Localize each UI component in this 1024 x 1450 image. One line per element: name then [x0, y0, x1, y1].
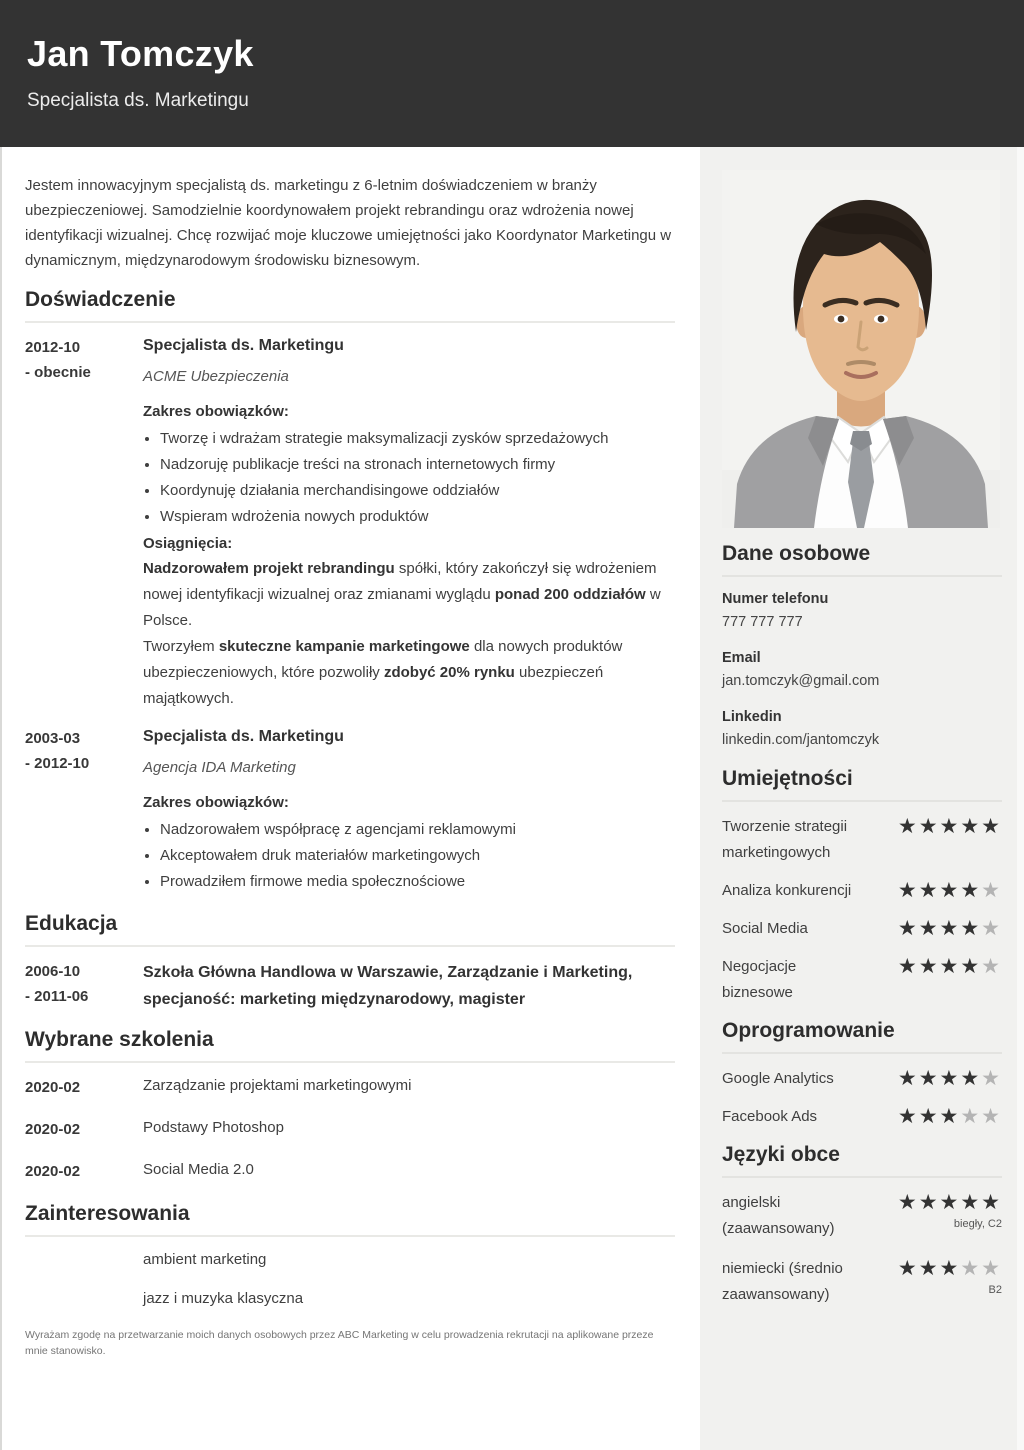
skill-row — [722, 916, 1002, 942]
star-filled-icon: ★ — [918, 1067, 940, 1090]
star-filled-icon: ★ — [897, 955, 919, 978]
education-dates — [25, 959, 143, 1013]
star-empty-icon: ★ — [960, 1105, 982, 1128]
education-entry — [25, 959, 675, 1013]
software-row — [722, 1066, 1002, 1092]
star-filled-icon: ★ — [918, 815, 940, 838]
contact-label: Linkedin — [722, 709, 782, 725]
date-from: 2006-10 — [25, 963, 81, 980]
star-rating — [898, 1066, 1002, 1092]
skill-label: Social Media — [722, 920, 808, 937]
star-filled-icon: ★ — [918, 1105, 940, 1128]
section-heading-experience: Doświadczenie — [25, 288, 176, 311]
training-date: 2020-02 — [25, 1163, 81, 1180]
section-divider — [722, 1176, 1002, 1178]
training-title: Social Media 2.0 — [143, 1161, 254, 1178]
consent-footer: Wyrażam zgodę na przetwarzanie moich danych osobowych przez ABC Marketing w celu prowadzenia rekrutacji na aplikowane przeze mnie stanowisko. — [25, 1329, 654, 1357]
duty-item: • Nadzoruję publikacje treści na stronach internetowych firmy — [160, 452, 675, 478]
duties-list — [143, 817, 675, 895]
section-heading-software: Oprogramowanie — [722, 1019, 895, 1042]
email-value: jan.tomczyk@gmail.com — [722, 673, 880, 689]
company-name: Agencja IDA Marketing — [143, 759, 296, 776]
language-level: biegły, C2 — [953, 1218, 1002, 1230]
training-title: Podstawy Photoshop — [143, 1119, 284, 1136]
software-label: Google Analytics — [722, 1070, 834, 1087]
section-divider — [722, 1052, 1002, 1054]
software-row — [722, 1104, 1002, 1130]
achievements — [143, 556, 675, 712]
section-interests — [25, 1201, 675, 1309]
star-empty-icon: ★ — [981, 1257, 1002, 1280]
training-title: Zarządzanie projektami marketingowymi — [143, 1077, 412, 1094]
achievement-paragraph: Tworzyłem skuteczne kampanie marketingowe dla nowych produktów ubezpieczeniowych, które pozwoliły zdobyć 20% rynku ubezpieczeń majątkowych. — [143, 638, 623, 707]
star-filled-icon: ★ — [918, 917, 940, 940]
section-education — [25, 911, 675, 1013]
experience-dates — [25, 726, 143, 897]
duty-item: • Akceptowałem druk materiałów marketingowych — [160, 843, 675, 869]
job-title: Specjalista ds. Marketingu — [143, 337, 344, 354]
section-divider — [722, 575, 1002, 577]
star-rating — [898, 814, 1002, 840]
star-filled-icon: ★ — [981, 815, 1002, 838]
person-name: Jan Tomczyk — [27, 33, 254, 74]
duty-item: • Tworzę i wdrażam strategie maksymalizacji zysków sprzedażowych — [160, 426, 675, 452]
training-entry — [25, 1159, 675, 1184]
section-divider — [25, 1235, 675, 1237]
duties-label: Zakres obowiązków: — [143, 794, 289, 811]
skill-row — [722, 814, 1002, 866]
star-filled-icon: ★ — [960, 955, 982, 978]
experience-details — [143, 726, 675, 897]
skill-row — [722, 878, 1002, 904]
star-filled-icon: ★ — [939, 879, 961, 902]
star-filled-icon: ★ — [960, 1067, 982, 1090]
star-filled-icon: ★ — [939, 1105, 961, 1128]
star-rating — [898, 1190, 1002, 1216]
achievements-label: Osiągnięcia: — [143, 535, 233, 552]
skill-label: Tworzenie strategii marketingowych — [722, 818, 848, 861]
section-heading-education: Edukacja — [25, 912, 118, 935]
main-column — [2, 147, 700, 1450]
date-to: - 2012-10 — [25, 755, 90, 772]
date-from: 2012-10 — [25, 339, 81, 356]
phone-value: 777 777 777 — [722, 614, 803, 630]
star-empty-icon: ★ — [981, 955, 1002, 978]
date-from: 2003-03 — [25, 730, 81, 747]
star-filled-icon: ★ — [939, 1191, 961, 1214]
star-filled-icon: ★ — [897, 1067, 919, 1090]
section-heading-languages: Języki obce — [722, 1143, 840, 1166]
star-empty-icon: ★ — [981, 917, 1002, 940]
star-filled-icon: ★ — [939, 1257, 961, 1280]
section-experience — [25, 287, 675, 897]
linkedin-value: linkedin.com/jantomczyk — [722, 732, 880, 748]
profile-photo — [722, 170, 1000, 528]
star-rating — [898, 1256, 1002, 1282]
star-filled-icon: ★ — [897, 879, 919, 902]
section-skills — [722, 766, 1002, 1006]
star-empty-icon: ★ — [981, 1105, 1002, 1128]
training-entry — [25, 1117, 675, 1142]
section-divider — [25, 945, 675, 947]
achievement-paragraph: Nadzorowałem projekt rebrandingu spółki, który zakończył się wdrożeniem nowej identyfikacji wizualnej oraz zmianami wyglądu ponad 200 oddziałów w Polsce. — [143, 560, 661, 629]
date-to: - 2011-06 — [25, 988, 89, 1005]
star-filled-icon: ★ — [960, 815, 982, 838]
section-heading-trainings: Wybrane szkolenia — [25, 1028, 214, 1051]
duty-item: • Nadzorowałem współpracę z agencjami reklamowymi — [160, 817, 675, 843]
star-filled-icon: ★ — [918, 1191, 940, 1214]
date-to: - obecnie — [25, 364, 91, 381]
skill-label: Analiza konkurencji — [722, 882, 852, 899]
training-date: 2020-02 — [25, 1121, 81, 1138]
contact-field-phone — [722, 589, 1002, 632]
star-filled-icon: ★ — [918, 1257, 940, 1280]
section-heading-interests: Zainteresowania — [25, 1202, 190, 1225]
section-divider — [722, 800, 1002, 802]
experience-entry — [25, 335, 675, 712]
experience-details — [143, 335, 675, 712]
interest-item: jazz i muzyka klasyczna — [143, 1290, 304, 1307]
star-filled-icon: ★ — [960, 917, 982, 940]
duty-item: • Prowadziłem firmowe media społecznościowe — [160, 869, 675, 895]
content-columns — [0, 147, 1024, 1450]
star-rating — [898, 878, 1002, 904]
experience-entry — [25, 726, 675, 897]
section-divider — [25, 321, 675, 323]
skill-row — [722, 954, 1002, 1006]
section-heading-skills: Umiejętności — [722, 767, 853, 790]
profile-summary: Jestem innowacyjnym specjalistą ds. marketingu z 6-letnim doświadczeniem w branży ubezpieczeniowej. Samodzielnie koordynowałem projekt rebrandingu oraz wdrożenia nowej identyfikacji wizualnej. Chcę rozwijać moje kluczowe umiejętności jako Koordynator Marketingu w dynamicznym, międzynarodowym środowisku biznesowym. — [25, 177, 672, 269]
training-date: 2020-02 — [25, 1079, 81, 1096]
experience-dates — [25, 335, 143, 712]
star-filled-icon: ★ — [918, 955, 940, 978]
star-filled-icon: ★ — [918, 879, 940, 902]
language-label: angielski (zaawansowany) — [722, 1194, 835, 1237]
star-filled-icon: ★ — [897, 1257, 919, 1280]
language-label: niemiecki (średnio zaawansowany) — [722, 1260, 843, 1303]
duty-item: • Wspieram wdrożenia nowych produktów — [160, 504, 675, 530]
section-divider — [25, 1061, 675, 1063]
section-software — [722, 1018, 1002, 1130]
header-bar — [0, 0, 1024, 147]
sidebar — [700, 147, 1024, 1450]
contact-field-linkedin — [722, 707, 1002, 750]
star-filled-icon: ★ — [939, 917, 961, 940]
star-filled-icon: ★ — [897, 917, 919, 940]
section-trainings — [25, 1027, 675, 1184]
star-filled-icon: ★ — [939, 1067, 961, 1090]
job-title: Specjalista ds. Marketingu — [143, 728, 344, 745]
star-filled-icon: ★ — [960, 879, 982, 902]
star-empty-icon: ★ — [960, 1257, 982, 1280]
star-rating — [898, 954, 1002, 980]
star-rating — [898, 916, 1002, 942]
language-row — [722, 1256, 1002, 1308]
software-label: Facebook Ads — [722, 1108, 818, 1125]
duty-item: • Koordynuję działania merchandisingowe oddziałów — [160, 478, 675, 504]
portrait-illustration — [722, 170, 1000, 528]
star-filled-icon: ★ — [939, 955, 961, 978]
interest-item: ambient marketing — [143, 1251, 267, 1268]
star-filled-icon: ★ — [897, 815, 919, 838]
star-filled-icon: ★ — [897, 1105, 919, 1128]
language-row — [722, 1190, 1002, 1242]
training-entry — [25, 1075, 675, 1100]
section-personal-data — [722, 541, 1002, 750]
contact-field-email — [722, 648, 1002, 691]
star-empty-icon: ★ — [981, 879, 1002, 902]
contact-label: Numer telefonu — [722, 591, 829, 607]
star-filled-icon: ★ — [897, 1191, 919, 1214]
star-filled-icon: ★ — [960, 1191, 982, 1214]
star-filled-icon: ★ — [939, 815, 961, 838]
duties-list — [143, 426, 675, 530]
person-job-title: Specjalista ds. Marketingu — [27, 90, 249, 111]
section-languages — [722, 1142, 1002, 1308]
company-name: ACME Ubezpieczenia — [143, 368, 289, 385]
section-heading-personal: Dane osobowe — [722, 542, 871, 565]
contact-label: Email — [722, 650, 761, 666]
star-empty-icon: ★ — [981, 1067, 1002, 1090]
duties-label: Zakres obowiązków: — [143, 403, 289, 420]
education-description: Szkoła Główna Handlowa w Warszawie, Zarządzanie i Marketing, specjaność: marketing międzynarodowy, magister — [143, 964, 633, 1008]
star-rating — [898, 1104, 1002, 1130]
language-level: B2 — [988, 1284, 1002, 1296]
skill-label: Negocjacje biznesowe — [722, 958, 797, 1001]
star-filled-icon: ★ — [981, 1191, 1002, 1214]
